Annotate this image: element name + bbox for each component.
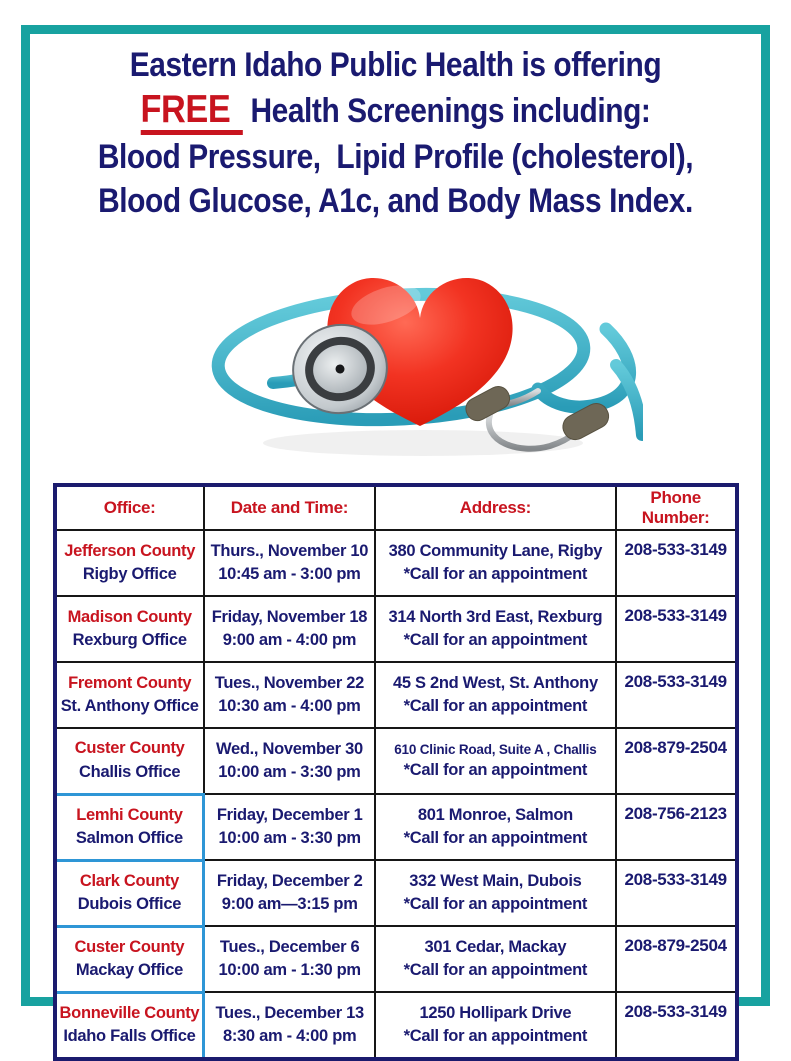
- phone-cell: 208-533-3149: [616, 530, 737, 596]
- table-header-row: [55, 485, 737, 530]
- county-name: Madison County: [67, 607, 192, 626]
- heart-stethoscope-image: [30, 233, 761, 475]
- address-text: 301 Cedar, Mackay: [424, 937, 567, 956]
- appointment-note: *Call for an appointment: [403, 1027, 588, 1045]
- headline-line1: Eastern Idaho Public Health is offering: [129, 46, 662, 84]
- time-text: 9:00 am - 4:00 pm: [222, 631, 357, 649]
- col-header-date-time: Date and Time:: [204, 485, 375, 530]
- date-text: Tues., December 13: [215, 1003, 364, 1022]
- office-cell: [55, 794, 204, 860]
- address-cell: [375, 860, 616, 926]
- time-text: 9:00 am—3:15 pm: [221, 895, 358, 913]
- office-cell: [55, 662, 204, 728]
- flyer-frame: [21, 25, 770, 1046]
- address-cell: [375, 794, 616, 860]
- heart-stethoscope-illustration: [188, 233, 643, 473]
- address-text: 314 North 3rd East, Rexburg: [388, 607, 603, 626]
- office-cell: [55, 860, 204, 926]
- date-cell: [204, 926, 375, 992]
- office-cell: [55, 992, 204, 1059]
- county-name: Fremont County: [68, 673, 192, 692]
- time-text: 10:00 am - 3:30 pm: [218, 763, 361, 781]
- time-text: 10:45 am - 3:00 pm: [218, 565, 361, 583]
- address-text: 610 Clinic Road, Suite A , Challis: [394, 741, 597, 757]
- address-cell: [375, 728, 616, 794]
- phone-cell: 208-879-2504: [616, 926, 737, 992]
- office-name: Challis Office: [79, 762, 181, 781]
- table-row: [55, 860, 737, 926]
- free-word: FREE: [141, 90, 243, 135]
- office-cell: [55, 926, 204, 992]
- address-cell: [375, 926, 616, 992]
- date-cell: [204, 794, 375, 860]
- date-text: Friday, November 18: [211, 607, 368, 626]
- date-cell: [204, 860, 375, 926]
- appointment-note: *Call for an appointment: [403, 760, 588, 779]
- office-name: Rigby Office: [82, 565, 177, 583]
- time-text: 10:30 am - 4:00 pm: [218, 697, 361, 715]
- table-row: [55, 992, 737, 1059]
- appointment-note: *Call for an appointment: [403, 895, 588, 913]
- address-text: 332 West Main, Dubois: [409, 871, 582, 890]
- address-cell: [375, 530, 616, 596]
- appointment-note: *Call for an appointment: [403, 565, 588, 583]
- schedule-table: [53, 483, 739, 1061]
- county-name: Jefferson County: [64, 541, 196, 560]
- address-text: 45 S 2nd West, St. Anthony: [392, 673, 598, 692]
- date-cell: [204, 992, 375, 1059]
- office-name: St. Anthony Office: [60, 697, 199, 715]
- phone-cell: 208-533-3149: [616, 596, 737, 662]
- phone-cell: 208-533-3149: [616, 860, 737, 926]
- headline-block: [30, 34, 761, 223]
- office-cell: [55, 728, 204, 794]
- office-cell: [55, 530, 204, 596]
- time-text: 8:30 am - 4:00 pm: [222, 1027, 357, 1045]
- date-text: Tues., November 22: [214, 673, 365, 692]
- address-text: 801 Monroe, Salmon: [417, 805, 573, 824]
- address-text: 1250 Hollipark Drive: [419, 1003, 572, 1022]
- schedule-table-wrap: [53, 483, 739, 1061]
- table-row: [55, 530, 737, 596]
- col-header-office: Office:: [55, 485, 204, 530]
- headline-line3: Blood Pressure, Lipid Profile (cholesterol),: [97, 138, 694, 176]
- headline-line2: [74, 89, 717, 135]
- phone-cell: 208-879-2504: [616, 728, 737, 794]
- date-text: Thurs., November 10: [210, 541, 369, 560]
- time-text: 10:00 am - 3:30 pm: [218, 829, 361, 847]
- county-name: Bonneville County: [59, 1003, 200, 1022]
- county-name: Custer County: [74, 937, 185, 956]
- office-name: Mackay Office: [75, 961, 183, 979]
- headline-line2-rest: Health Screenings including:: [242, 92, 651, 130]
- county-name: Custer County: [74, 739, 185, 758]
- county-name: Lemhi County: [76, 805, 183, 824]
- address-cell: [375, 662, 616, 728]
- appointment-note: *Call for an appointment: [403, 697, 588, 715]
- date-cell: [204, 662, 375, 728]
- date-text: Friday, December 1: [216, 805, 363, 824]
- office-name: Idaho Falls Office: [63, 1027, 196, 1046]
- col-header-address: Address:: [375, 485, 616, 530]
- phone-cell: 208-756-2123: [616, 794, 737, 860]
- appointment-note: *Call for an appointment: [403, 631, 588, 649]
- table-row: [55, 794, 737, 860]
- appointment-note: *Call for an appointment: [403, 829, 588, 847]
- table-row: [55, 728, 737, 794]
- address-cell: [375, 596, 616, 662]
- office-cell: [55, 596, 204, 662]
- time-text: 10:00 am - 1:30 pm: [218, 961, 361, 979]
- office-name: Salmon Office: [75, 829, 183, 847]
- address-cell: [375, 992, 616, 1059]
- county-name: Clark County: [79, 871, 179, 890]
- date-cell: [204, 596, 375, 662]
- date-text: Friday, December 2: [216, 871, 363, 890]
- soft-shadow: [263, 430, 583, 456]
- office-name: Rexburg Office: [72, 631, 187, 649]
- date-text: Tues., December 6: [219, 937, 360, 956]
- headline-line4: Blood Glucose, A1c, and Body Mass Index.: [98, 182, 693, 220]
- phone-cell: 208-533-3149: [616, 662, 737, 728]
- date-cell: [204, 728, 375, 794]
- table-row: [55, 596, 737, 662]
- address-text: 380 Community Lane, Rigby: [388, 541, 603, 560]
- phone-cell: 208-533-3149: [616, 992, 737, 1059]
- date-text: Wed., November 30: [216, 739, 363, 758]
- office-name: Dubois Office: [77, 895, 182, 913]
- table-row: [55, 662, 737, 728]
- date-cell: [204, 530, 375, 596]
- col-header-phone: Phone Number:: [616, 485, 737, 530]
- appointment-note: *Call for an appointment: [403, 961, 588, 979]
- table-row: [55, 926, 737, 992]
